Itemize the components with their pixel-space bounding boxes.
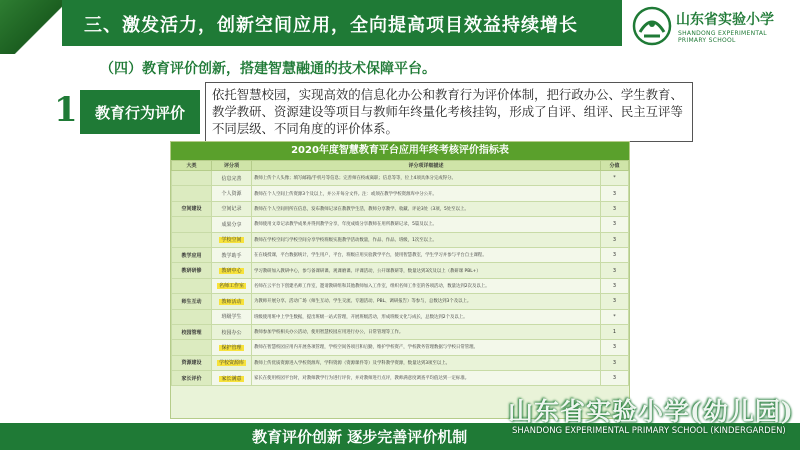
school-emblem-icon	[632, 6, 672, 46]
detail-cell: 教师在个人空间用所在信息，发布教师记录在教教学生活，教师分享教学、收藏、评论3处（3项，5处至以上。	[252, 201, 601, 216]
item-cell	[212, 278, 252, 293]
detail-cell: 教师参加学校相关办公活动，使用智慧校园应用进行办公，日常管理等工作。	[252, 324, 601, 339]
table-row	[172, 217, 629, 232]
item-cell	[212, 232, 252, 247]
category-cell: 教学应用	[172, 247, 212, 262]
table-row	[172, 263, 629, 278]
detail-cell: 名师在云平台下创建名师工作室，邀请教研组和其他教师加入工作室，组织名师工作室的各项活动，数量达到2次及以上。	[252, 278, 601, 293]
header-decoration	[0, 0, 70, 54]
score-cell: 3	[601, 232, 629, 247]
table-grid	[171, 160, 629, 386]
header-item: 评分项	[212, 161, 252, 171]
score-cell: 3	[601, 371, 629, 386]
table-row	[172, 171, 629, 186]
category-cell: 空间建设	[172, 201, 212, 216]
table-header-row	[172, 161, 629, 171]
detail-cell: 教师在个人空间上传资源3个及以上，并公开每分文件。注：或须在教学学校资源库中分公开。	[252, 186, 601, 201]
table-row	[172, 371, 629, 386]
highlighted-item: 家长满意	[221, 375, 242, 382]
detail-cell: 学习教研加入教研中心，参与备课研课、观课磨课、评课活动，公开课教研等，数量达到3次及以上（教研课 PBL+）	[252, 263, 601, 278]
category-cell	[172, 278, 212, 293]
section-description: 依托智慧校园，实现高效的信息化办公和教育行为评价体制，把行政办公、学生教育、教学教研、资源建设等项目与教师年终量化考核挂钩，形成了自评、组评、民主互评等不同层级、不同角度的评价体系。	[205, 82, 693, 142]
score-cell: 3	[601, 263, 629, 278]
table-row	[172, 294, 629, 309]
score-cell: 3	[601, 340, 629, 355]
detail-cell: 教师上传个人头像；填写邮箱/手机号等信息；完善师在校或离职；信息等等，位上4项具体分完成得分。	[252, 171, 601, 186]
logo-name-en-2: PRIMARY SCHOOL	[678, 37, 736, 44]
header-detail: 评分项详细描述	[252, 161, 601, 171]
detail-cell: 为教师开展分享、活动广场（师生互动、学生交流、专题活动、PBL、调研报告）等参与，总数达到3个及以上。	[252, 294, 601, 309]
evaluation-table	[170, 141, 630, 419]
score-cell: 1	[601, 324, 629, 339]
score-cell: 3	[601, 278, 629, 293]
category-cell	[172, 171, 212, 186]
logo-name-en-1: SHANDONG EXPERIMENTAL	[678, 30, 767, 37]
item-cell	[212, 340, 252, 355]
table-row	[172, 201, 629, 216]
category-cell	[172, 217, 212, 232]
score-cell: 3	[601, 247, 629, 262]
highlighted-item: 保护管理	[221, 344, 242, 351]
item-cell: 教学助手	[212, 247, 252, 262]
item-cell: 空间记录	[212, 201, 252, 216]
score-cell: 3	[601, 217, 629, 232]
score-cell: 3	[601, 355, 629, 370]
item-cell	[212, 294, 252, 309]
item-cell: 信息完善	[212, 171, 252, 186]
category-cell: 资源建设	[172, 355, 212, 370]
table-row	[172, 355, 629, 370]
category-cell	[172, 186, 212, 201]
item-cell	[212, 371, 252, 386]
highlighted-item: 名师工作室	[218, 283, 244, 290]
table-row	[172, 309, 629, 324]
page-title: 三、激发活力，创新空间应用，全向提高项目效益持续增长	[84, 15, 578, 36]
table-row	[172, 247, 629, 262]
table-row	[172, 340, 629, 355]
category-cell	[172, 232, 212, 247]
item-cell: 成果分享	[212, 217, 252, 232]
section-label: 教育行为评价	[80, 90, 200, 134]
table-row	[172, 324, 629, 339]
item-cell	[212, 355, 252, 370]
table-row	[172, 186, 629, 201]
school-logo	[632, 4, 792, 48]
detail-cell: 家长在使用校园平台时，对教师教学行为进行评价，并对教师进行点评，教师满意度调查平均值达到一定标准。	[252, 371, 601, 386]
header-category: 大类	[172, 161, 212, 171]
category-cell: 家长评价	[172, 371, 212, 386]
footer-text: 教育评价创新 逐步完善评价机制	[252, 428, 468, 446]
watermark-en: SHANDONG EXPERIMENTAL PRIMARY SCHOOL (KINDERGARDEN)	[512, 426, 786, 436]
highlighted-item: 学校资源库	[218, 360, 244, 367]
detail-cell: 教师上传优质资源进入学校资源库，学科资源（资源课件等）及学科教学资源，数量达到3项至以上。	[252, 355, 601, 370]
item-cell: 班级学生	[212, 309, 252, 324]
table-row	[172, 232, 629, 247]
item-cell: 校园办公	[212, 324, 252, 339]
header-score: 分值	[601, 161, 629, 171]
item-cell: 个人资源	[212, 186, 252, 201]
score-cell: 3	[601, 186, 629, 201]
section-subtitle: （四）教育评价创新，搭建智慧融通的技术保障平台。	[100, 61, 436, 77]
highlighted-item: 教师活动	[221, 298, 242, 305]
table-title: 2020年度智慧教育平台应用年终考核评价指标表	[171, 142, 629, 160]
detail-cell: 教师在学校空间与学校空间分享学校班级实施教学活动数量，作品、作品、班级，1次至以上。	[252, 232, 601, 247]
detail-cell: 教师使用文章记录教学成果并得到教学分享，年度成绩分享教师在用所教研记录，5篇及以上。	[252, 217, 601, 232]
table-row	[172, 278, 629, 293]
score-cell: *	[601, 171, 629, 186]
detail-cell: 教师在智慧校园应用内开展各项管理，学校空间各项目和后勤，维护学校资产，学校教务管理数据与学校日常管理。	[252, 340, 601, 355]
score-cell: 3	[601, 201, 629, 216]
score-cell: *	[601, 309, 629, 324]
category-cell: 校园管理	[172, 324, 212, 339]
category-cell: 教研研修	[172, 263, 212, 278]
detail-cell: 在在线授课，平台数据统计，学生用户，平台，班级应用实验教学平台，使用智慧教室，学生学习并参与平台自主课程。	[252, 247, 601, 262]
section-number: 1	[54, 90, 78, 130]
category-cell	[172, 340, 212, 355]
category-cell: 师生互动	[172, 294, 212, 309]
score-cell: 3	[601, 294, 629, 309]
detail-cell: 班级使用班中上学生数据，提出班级一站式管理，开展班级活动，形成班级文化与成长，总数达到2个及以上。	[252, 309, 601, 324]
logo-name-cn: 山东省实验小学	[676, 12, 774, 28]
watermark-cn: 山东省实验小学(幼儿园)	[508, 397, 794, 426]
item-cell	[212, 263, 252, 278]
highlighted-item: 学校空间	[221, 237, 242, 244]
category-cell	[172, 309, 212, 324]
highlighted-item: 教研中心	[221, 268, 242, 275]
